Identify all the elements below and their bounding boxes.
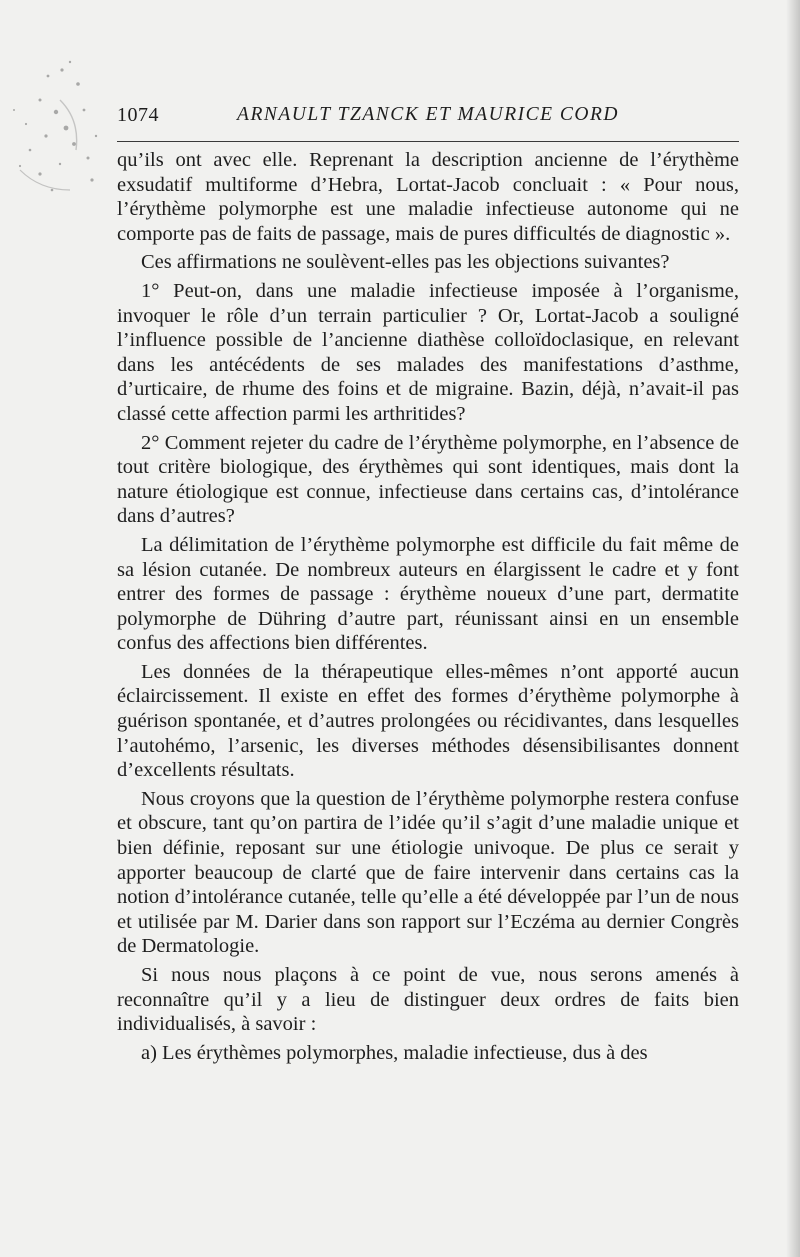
running-head: ARNAULT TZANCK ET MAURICE CORD <box>237 104 619 125</box>
paragraph-objections-intro: Ces affirmations ne soulèvent-elles pas les objections suivantes? <box>141 251 670 274</box>
body-text <box>117 148 739 1065</box>
paragraph-objection-2: 2° Comment rejeter du cadre de l’érythème polymorphe, en l’absence de tout critère biologique, des érythèmes qui sont identiques, mais dont la nature étiologique est connue, infectieuse dans certains cas, d’intolérance dans d’autres? <box>117 431 739 528</box>
header-rule <box>117 141 739 142</box>
library-stamp-mark <box>0 40 110 210</box>
paragraph-item-a: a) Les érythèmes polymorphes, maladie infectieuse, dus à des <box>141 1041 648 1064</box>
page-number: 1074 <box>117 104 159 126</box>
paragraph-point-of-view: Si nous nous plaçons à ce point de vue, nous serons amenés à reconnaître qu’il y a lieu de distinguer deux ordres de faits bien individualisés, à savoir : <box>117 964 739 1036</box>
page-header <box>117 104 739 136</box>
paragraph-therapeutics: Les données de la thérapeutique elles-mêmes n’ont apporté aucun éclaircissement. Il existe en effet des formes d’érythème polymorphe à guérison spontanée, et d’autres prolongées ou récidivantes, dans lesquelles l’autohémo, l’arsenic, les diverses méthodes désensibilisantes donnent d’excellents résultats. <box>117 660 739 782</box>
page-edge-shadow <box>786 0 800 1257</box>
paragraph-continuation: qu’ils ont avec elle. Reprenant la description ancienne de l’érythème exsudatif multiforme d’Hebra, Lortat-Jacob concluait : « Pour nous, l’érythème polymorphe est une maladie infectieuse autonome qui ne comporte pas de faits de passage, mais de pures difficultés de diagnostic ». <box>117 149 739 245</box>
paragraph-delimitation: La délimitation de l’érythème polymorphe est difficile du fait même de sa lésion cutanée. De nombreux auteurs en élargissent le cadre et y font entrer des formes de passage : érythème noueux d’une part, dermatite polymorphe de Dühring d’autre part, réunissant ainsi en un ensemble confus des affections bien différentes. <box>117 533 739 655</box>
paragraph-conclusion: Nous croyons que la question de l’érythème polymorphe restera confuse et obscure, tant qu’on partira de l’idée qu’il s’agit d’une maladie unique et bien définie, reposant sur une étiologie univoque. De plus ce serait y apporter beaucoup de clarté que de faire intervenir dans certains cas la notion d’intolérance cutanée, telle qu’elle a été développée par l’un de nous et utilisée par M. Darier dans son rapport sur l’Eczéma au dernier Congrès de Dermatologie. <box>117 787 739 958</box>
paragraph-objection-1: 1° Peut-on, dans une maladie infectieuse imposée à l’organisme, invoquer le rôle d’un terrain particulier ? Or, Lortat-Jacob a souligné l’influence possible de l’ancienne diathèse colloïdoclasique, en relevant dans les antécédents de ses malades des manifestations d’asthme, d’urticaire, de rhume des foins et de migraine. Bazin, déjà, n’avait-il pas classé cette affection parmi les arthritides? <box>117 279 739 425</box>
